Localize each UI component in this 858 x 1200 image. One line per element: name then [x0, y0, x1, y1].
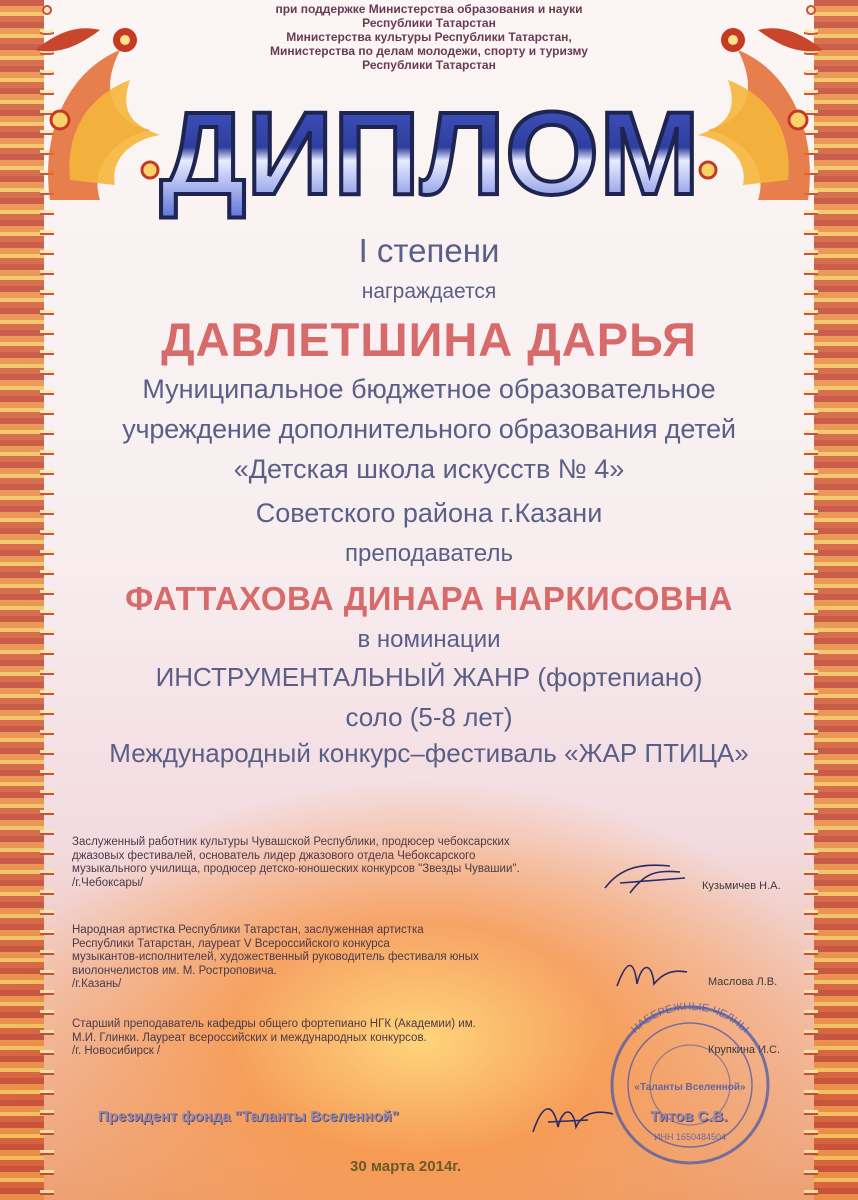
jury-3-line: /г. Новосибирск /: [72, 1045, 161, 1057]
jury-2-line: Республики Татарстан, лауреат V Всероссийского конкурса: [72, 937, 390, 950]
jury-1-line: музыкального училища, продюсер детско-юношеских конкурсов "Звезды Чувашии".: [72, 863, 520, 875]
organization-stamp-icon: [595, 1000, 785, 1170]
president-signature-icon: [528, 1092, 618, 1142]
jury-3-line: М.И. Глинки. Лауреат всероссийских и международных конкурсов.: [72, 1031, 427, 1044]
signature-2-icon: [612, 954, 692, 994]
jury-3-description: [72, 1018, 592, 1059]
jury-1-line: Заслуженный работник культуры Чувашской Республики, продюсер чебоксарских: [72, 836, 510, 848]
age-category: соло (5-8 лет): [345, 702, 513, 732]
stamp-ring-text: НАБЕРЕЖНЫЕ ЧЕЛНЫ: [628, 1000, 751, 1036]
nomination-name: ИНСТРУМЕНТАЛЬНЫЙ ЖАНР (фортепиано): [155, 662, 703, 692]
svg-text:НАБЕРЕЖНЫЕ ЧЕЛНЫ: [629, 1001, 751, 1036]
jury-3-line: Старший преподаватель кафедры общего фортепиано НГК (Академии) им.: [72, 1018, 476, 1030]
header-support-line-1: при поддержке Министерства образования и науки: [275, 2, 583, 16]
teacher-name: ФАТТАХОВА ДИНАРА НАРКИСОВНА: [125, 580, 733, 617]
title-text: ДИПЛОМ: [160, 88, 700, 220]
awarded-label: награждается: [361, 280, 497, 303]
jury-1-line: /г.Чебоксары/: [72, 876, 144, 889]
organization-line-1: Муниципальное бюджетное образовательное: [142, 374, 716, 404]
organization-line-2: учреждение дополнительного образования детей: [122, 414, 736, 444]
jury-1-description: [72, 836, 592, 890]
jury-2-line: музыкантов-исполнителей, художественный руководитель фестиваля юных: [72, 951, 479, 963]
jury-2-name: Маслова Л.В.: [708, 976, 778, 988]
award-date: 30 марта 2014г.: [350, 1158, 462, 1175]
stamp-inn-text: ИНН 1650484504: [653, 1132, 727, 1142]
jury-1-line: джазовых фестивалей, основатель лидер джазового отдела Чебоксарского: [72, 849, 476, 862]
diploma-title: [150, 72, 710, 222]
organization-line-4: Советского района г.Казани: [255, 498, 603, 528]
president-name: Титов С.В.: [650, 1108, 728, 1125]
signature-1-icon: [600, 858, 690, 898]
jury-1-name: Кузьмичев Н.А.: [702, 880, 781, 892]
jury-3-name: Крупкина И.С.: [708, 1044, 781, 1056]
nomination-label: в номинации: [357, 626, 501, 653]
president-title: Президент фонда "Таланты Вселенной": [98, 1108, 399, 1125]
header-support-line-2: Республики Татарстан: [362, 16, 496, 30]
contest-name: Международный конкурс–фестиваль «ЖАР ПТИЦА»: [109, 738, 749, 768]
stamp-center-text: «Таланты Вселенной»: [634, 1082, 746, 1093]
jury-2-line: виолончелистов им. М. Ростроповича.: [72, 964, 277, 977]
jury-2-description: [72, 924, 592, 992]
teacher-label: преподаватель: [345, 540, 513, 567]
header-support-line-4: Министерства по делам молодежи, спорту и туризму: [270, 44, 588, 58]
organization-line-3: «Детская школа искусств № 4»: [233, 454, 625, 484]
jury-2-line: /г.Казань/: [72, 978, 122, 990]
recipient-name: ДАВЛЕТШИНА ДАРЬЯ: [161, 313, 697, 366]
header-support-line-5: Республики Татарстан: [362, 58, 496, 72]
jury-2-line: Народная артистка Республики Татарстан, заслуженная артистка: [72, 924, 424, 936]
degree-label: I степени: [358, 232, 500, 269]
header-support-line-3: Министерства культуры Республики Татарстан,: [286, 30, 572, 44]
